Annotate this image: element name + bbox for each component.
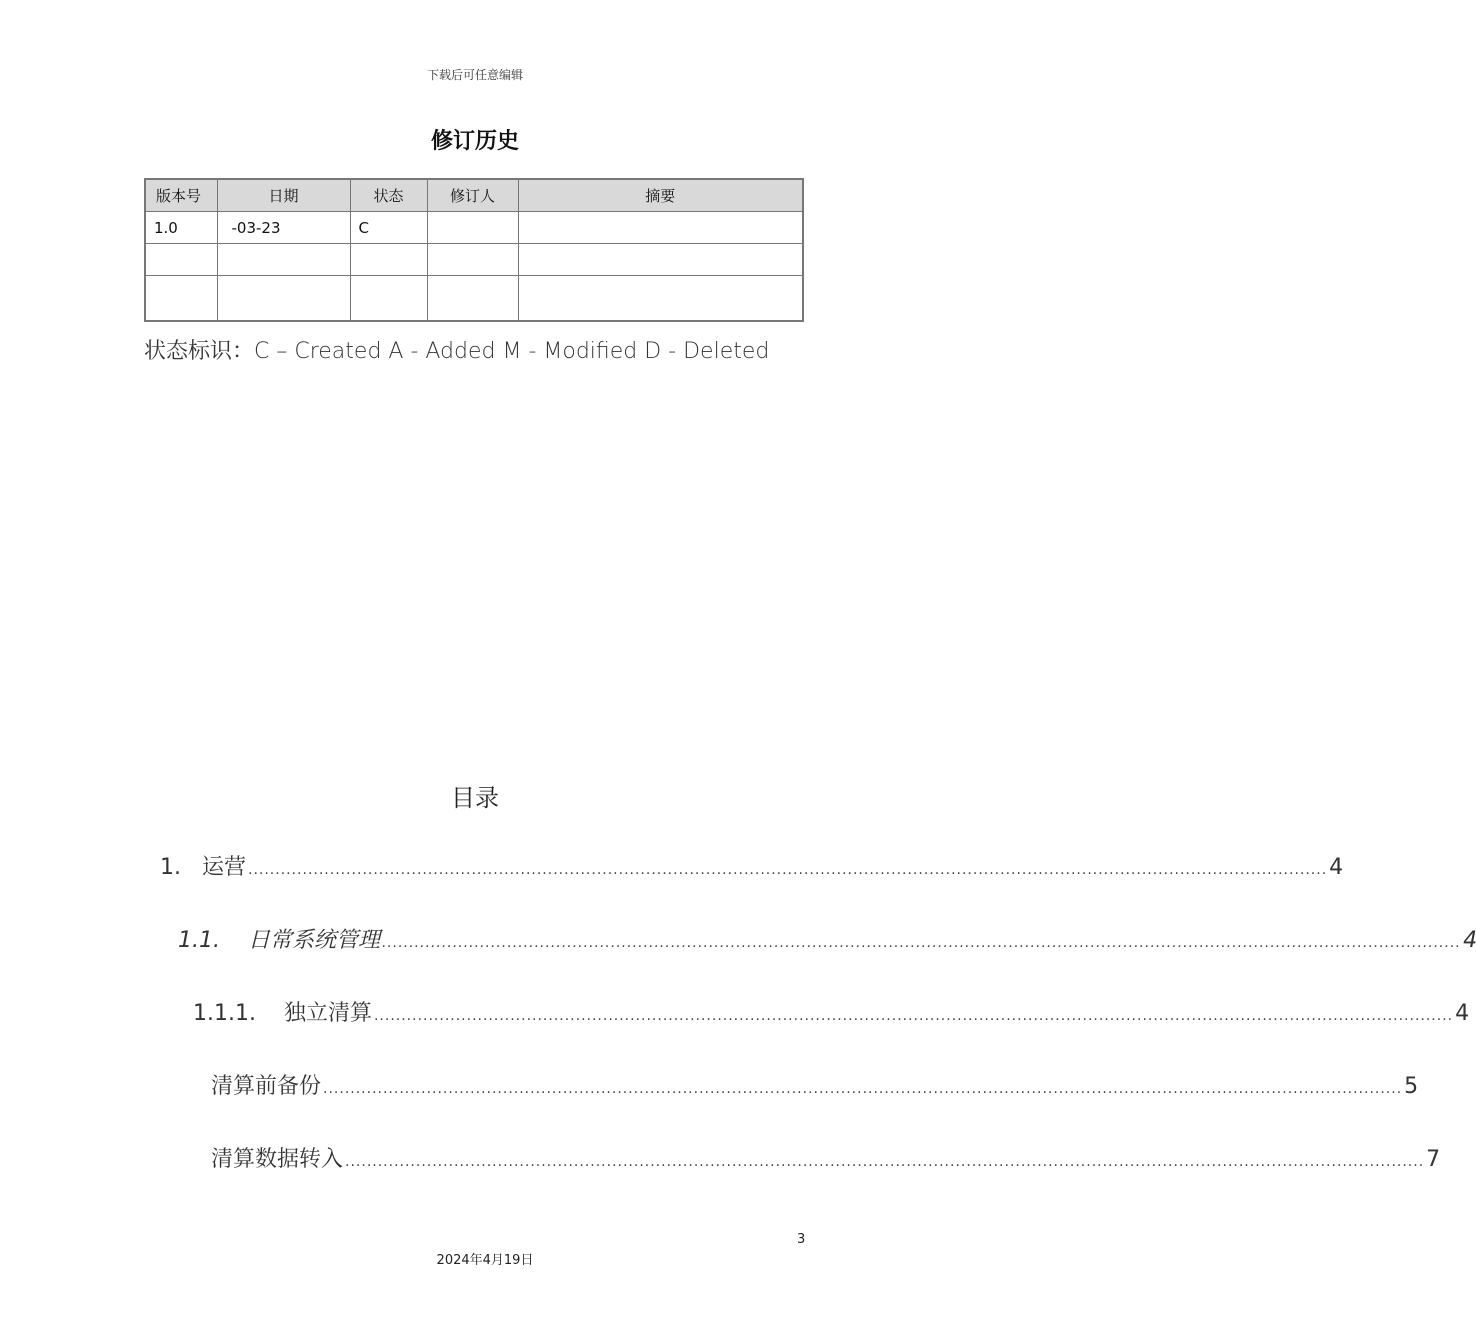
status-legend: 状态标识：C – Created A - Added M - Modified D - Deleted (144, 339, 770, 364)
column-header-reviser: 修订人 (427, 179, 518, 212)
toc-dot-leader: ...................................................................................................................................................................................................... (323, 1081, 1403, 1097)
column-header-status: 状态 (350, 179, 427, 212)
toc-entry-number: 1. (160, 855, 202, 880)
toc-entry[interactable] (193, 996, 1470, 1027)
toc-dot-leader: ...................................................................................................................................................................................................... (248, 862, 1328, 878)
cell-date (217, 244, 350, 276)
cell-summary (518, 276, 803, 322)
toc-entry-text: 清算前备份 (211, 1074, 322, 1099)
cell-reviser (427, 212, 518, 244)
toc-entry-page: 5 (1404, 1074, 1419, 1099)
table-row (145, 276, 803, 322)
cell-reviser (427, 244, 518, 276)
column-header-summary: 摘要 (518, 179, 803, 212)
toc-entry-page: 7 (1426, 1147, 1441, 1172)
toc-entry-text: 独立清算 (283, 1001, 372, 1026)
toc-entry-text: 日常系统管理 (247, 928, 380, 953)
page-number: 3 (797, 1232, 806, 1247)
toc-entry[interactable] (211, 1069, 1419, 1100)
cell-status: C (350, 212, 427, 244)
cell-summary (518, 244, 803, 276)
toc-entry-page: 4 (1455, 1001, 1470, 1026)
toc-entry[interactable] (211, 1142, 1441, 1173)
toc-entry-page: 4 (1463, 928, 1477, 953)
revision-history-title: 修订历史 (430, 129, 519, 154)
toc-dot-leader: ...................................................................................................................................................................................................... (381, 935, 1462, 951)
toc-entry-number: 1.1.1. (193, 1001, 284, 1026)
cell-version (145, 244, 217, 276)
toc-dot-leader: ...................................................................................................................................................................................................... (373, 1008, 1454, 1024)
toc-entry-text: 清算数据转入 (211, 1147, 344, 1172)
cell-reviser (427, 276, 518, 322)
cell-summary (518, 212, 803, 244)
toc-entry-number: 1.1. (178, 928, 248, 953)
column-header-date: 日期 (217, 179, 350, 212)
cell-status (350, 244, 427, 276)
cell-status (350, 276, 427, 322)
revision-table (144, 178, 804, 322)
toc-title: 目录 (451, 784, 499, 812)
cell-date (217, 276, 350, 322)
column-header-version: 版本号 (145, 179, 217, 212)
cell-version: 1.0 (145, 212, 217, 244)
page-header: 下载后可任意编辑 (426, 68, 523, 82)
toc-dot-leader: ...................................................................................................................................................................................................... (345, 1154, 1425, 1170)
toc-entry[interactable] (160, 850, 1344, 881)
toc-entry-page: 4 (1329, 855, 1344, 880)
page-footer-date: 2024年4月19日 (436, 1253, 534, 1268)
toc-entry-text: 运营 (201, 855, 246, 880)
cell-version (145, 276, 217, 322)
table-row (145, 212, 803, 244)
toc-entry[interactable] (178, 923, 1477, 954)
table-header-row (145, 179, 803, 212)
table-row (145, 244, 803, 276)
cell-date: -03-23 (217, 212, 350, 244)
